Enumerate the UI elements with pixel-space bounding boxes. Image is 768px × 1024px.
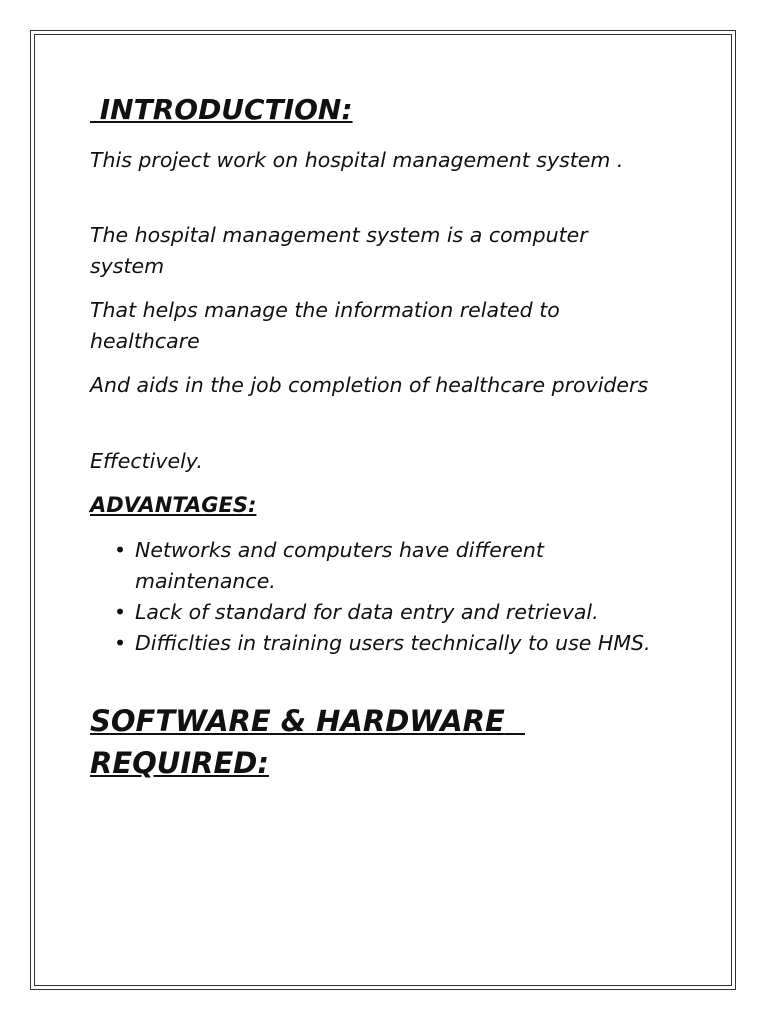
- intro-paragraph: That helps manage the information related to healthcare: [90, 298, 560, 353]
- list-item-text: Networks and computers have different maintenance.: [135, 538, 544, 593]
- advantages-list: [90, 535, 670, 659]
- introduction-heading: INTRODUCTION:: [90, 93, 353, 126]
- intro-paragraph: The hospital management system is a computer system: [90, 223, 588, 278]
- list-item: [90, 628, 670, 659]
- bullet-icon: •: [114, 631, 127, 655]
- advantages-heading: ADVANTAGES:: [90, 493, 257, 517]
- bullet-icon: •: [114, 600, 127, 624]
- software-hardware-heading: SOFTWARE & HARDWARE REQUIRED:: [90, 704, 526, 780]
- intro-paragraph: And aids in the job completion of healthcare providers: [90, 373, 649, 397]
- list-item-text: Difficlties in training users technically to use HMS.: [135, 631, 651, 655]
- list-item: [90, 597, 670, 628]
- intro-paragraph: Effectively.: [90, 449, 203, 473]
- intro-paragraph: This project work on hospital management system .: [90, 148, 624, 172]
- bullet-icon: •: [114, 538, 127, 562]
- list-item: [90, 535, 670, 597]
- list-item-text: Lack of standard for data entry and retrieval.: [135, 600, 599, 624]
